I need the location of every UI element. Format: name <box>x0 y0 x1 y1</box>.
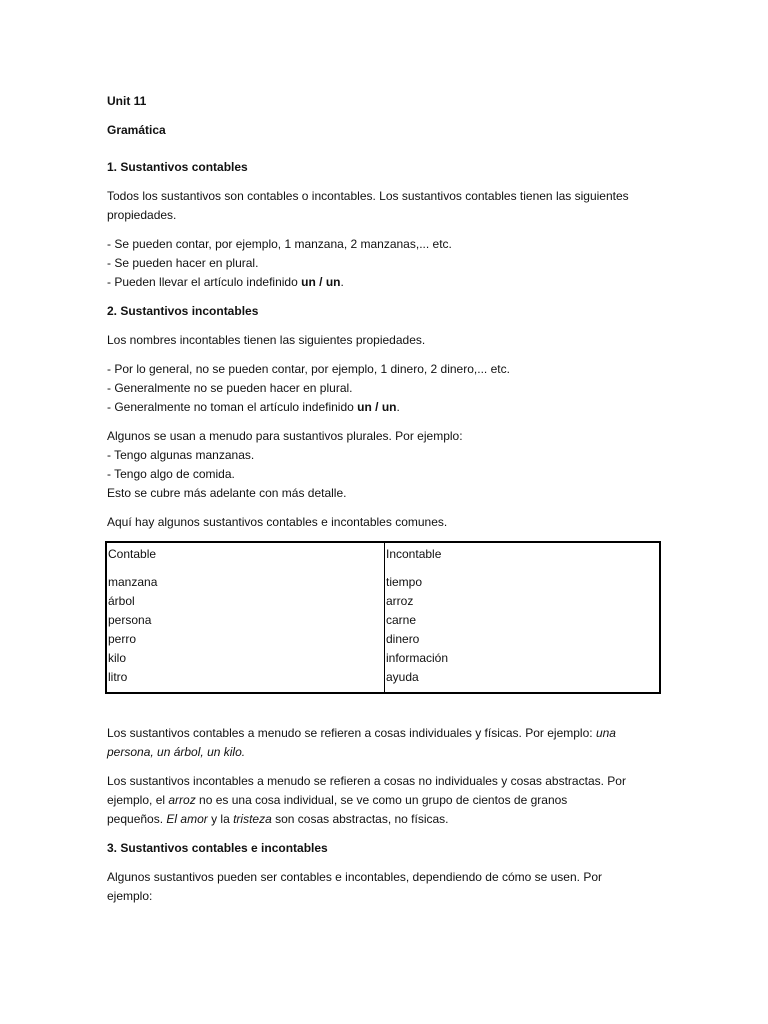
article-un: un <box>381 400 397 414</box>
example-1: - Tengo algunas manzanas. <box>107 448 255 462</box>
table-cell: litro <box>108 670 128 684</box>
example-emphasis: arroz <box>168 793 196 807</box>
detail-note: Esto se cubre más adelante con más detalle. <box>107 486 347 500</box>
example-emphasis: tristeza <box>233 812 272 826</box>
table-cell: tiempo <box>386 575 423 589</box>
section-3-heading: 3. Sustantivos contables e incontables <box>107 841 328 855</box>
example-emphasis: persona, un árbol, un kilo. <box>107 745 246 759</box>
bullet-text: - Pueden llevar el artículo indefinido <box>107 275 302 289</box>
table-cell: árbol <box>108 594 135 608</box>
unit-title: Unit 11 <box>107 94 147 108</box>
section-2-heading: 2. Sustantivos incontables <box>107 304 259 318</box>
contables-paragraph-line-2 <box>107 745 245 759</box>
bullet-end: . <box>340 275 344 289</box>
article-un: un <box>325 275 341 289</box>
section-1-heading: 1. Sustantivos contables <box>107 160 248 174</box>
table-cell: perro <box>108 632 137 646</box>
paragraph-text: y la <box>207 812 234 826</box>
table-column-divider <box>384 543 385 692</box>
section-3-line-2: ejemplo: <box>107 889 153 903</box>
section-1-intro-line-1: Todos los sustantivos son contables o incontables. Los sustantivos contables tienen las siguientes <box>107 189 629 203</box>
example-emphasis: El amor <box>166 812 208 826</box>
paragraph-text: pequeños. <box>107 812 167 826</box>
table-cell: arroz <box>386 594 414 608</box>
table-cell: persona <box>108 613 152 627</box>
section-title: Gramática <box>107 123 166 137</box>
bullet-text: - Generalmente no toman el artículo indefinido <box>107 400 358 414</box>
table-intro: Aquí hay algunos sustantivos contables e incontables comunes. <box>107 515 448 529</box>
section-3-line-1: Algunos sustantivos pueden ser contables e incontables, dependiendo de cómo se usen. Por <box>107 870 602 884</box>
section-2-bullet-3 <box>107 400 400 414</box>
incontables-paragraph-line-1: Los sustantivos incontables a menudo se refieren a cosas no individuales y cosas abstractas. Por <box>107 774 626 788</box>
incontables-paragraph-line-2 <box>107 793 567 807</box>
paragraph-text: Los sustantivos contables a menudo se refieren a cosas individuales y físicas. Por ejemplo: <box>107 726 596 740</box>
section-2-intro: Los nombres incontables tienen las siguientes propiedades. <box>107 333 426 347</box>
section-2-bullet-2: - Generalmente no se pueden hacer en plural. <box>107 381 353 395</box>
incontables-paragraph-line-3 <box>107 812 449 826</box>
section-1-intro-line-2: propiedades. <box>107 208 177 222</box>
nouns-table <box>105 541 661 694</box>
article-un: un <box>301 275 316 289</box>
table-cell: manzana <box>108 575 158 589</box>
example-2: - Tengo algo de comida. <box>107 467 235 481</box>
paragraph-text: no es una cosa individual, se ve como un grupo de cientos de granos <box>195 793 568 807</box>
section-1-bullet-3 <box>107 275 344 289</box>
table-cell: ayuda <box>386 670 419 684</box>
bullet-end: . <box>396 400 400 414</box>
table-cell: kilo <box>108 651 127 665</box>
section-1-bullet-2: - Se pueden hacer en plural. <box>107 256 259 270</box>
section-2-bullet-1: - Por lo general, no se pueden contar, por ejemplo, 1 dinero, 2 dinero,... etc. <box>107 362 510 376</box>
contables-paragraph-line-1 <box>107 726 616 740</box>
article-un: un <box>357 400 372 414</box>
table-header-contable: Contable <box>108 547 157 561</box>
article-separator: / <box>315 275 326 289</box>
table-cell: dinero <box>386 632 420 646</box>
algunos-line: Algunos se usan a menudo para sustantivos plurales. Por ejemplo: <box>107 429 463 443</box>
paragraph-text: ejemplo, el <box>107 793 169 807</box>
table-cell: carne <box>386 613 417 627</box>
article-separator: / <box>371 400 382 414</box>
table-header-incontable: Incontable <box>386 547 442 561</box>
example-emphasis: una <box>595 726 616 740</box>
table-cell: información <box>386 651 449 665</box>
paragraph-text: son cosas abstractas, no físicas. <box>271 812 449 826</box>
section-1-bullet-1: - Se pueden contar, por ejemplo, 1 manzana, 2 manzanas,... etc. <box>107 237 452 251</box>
